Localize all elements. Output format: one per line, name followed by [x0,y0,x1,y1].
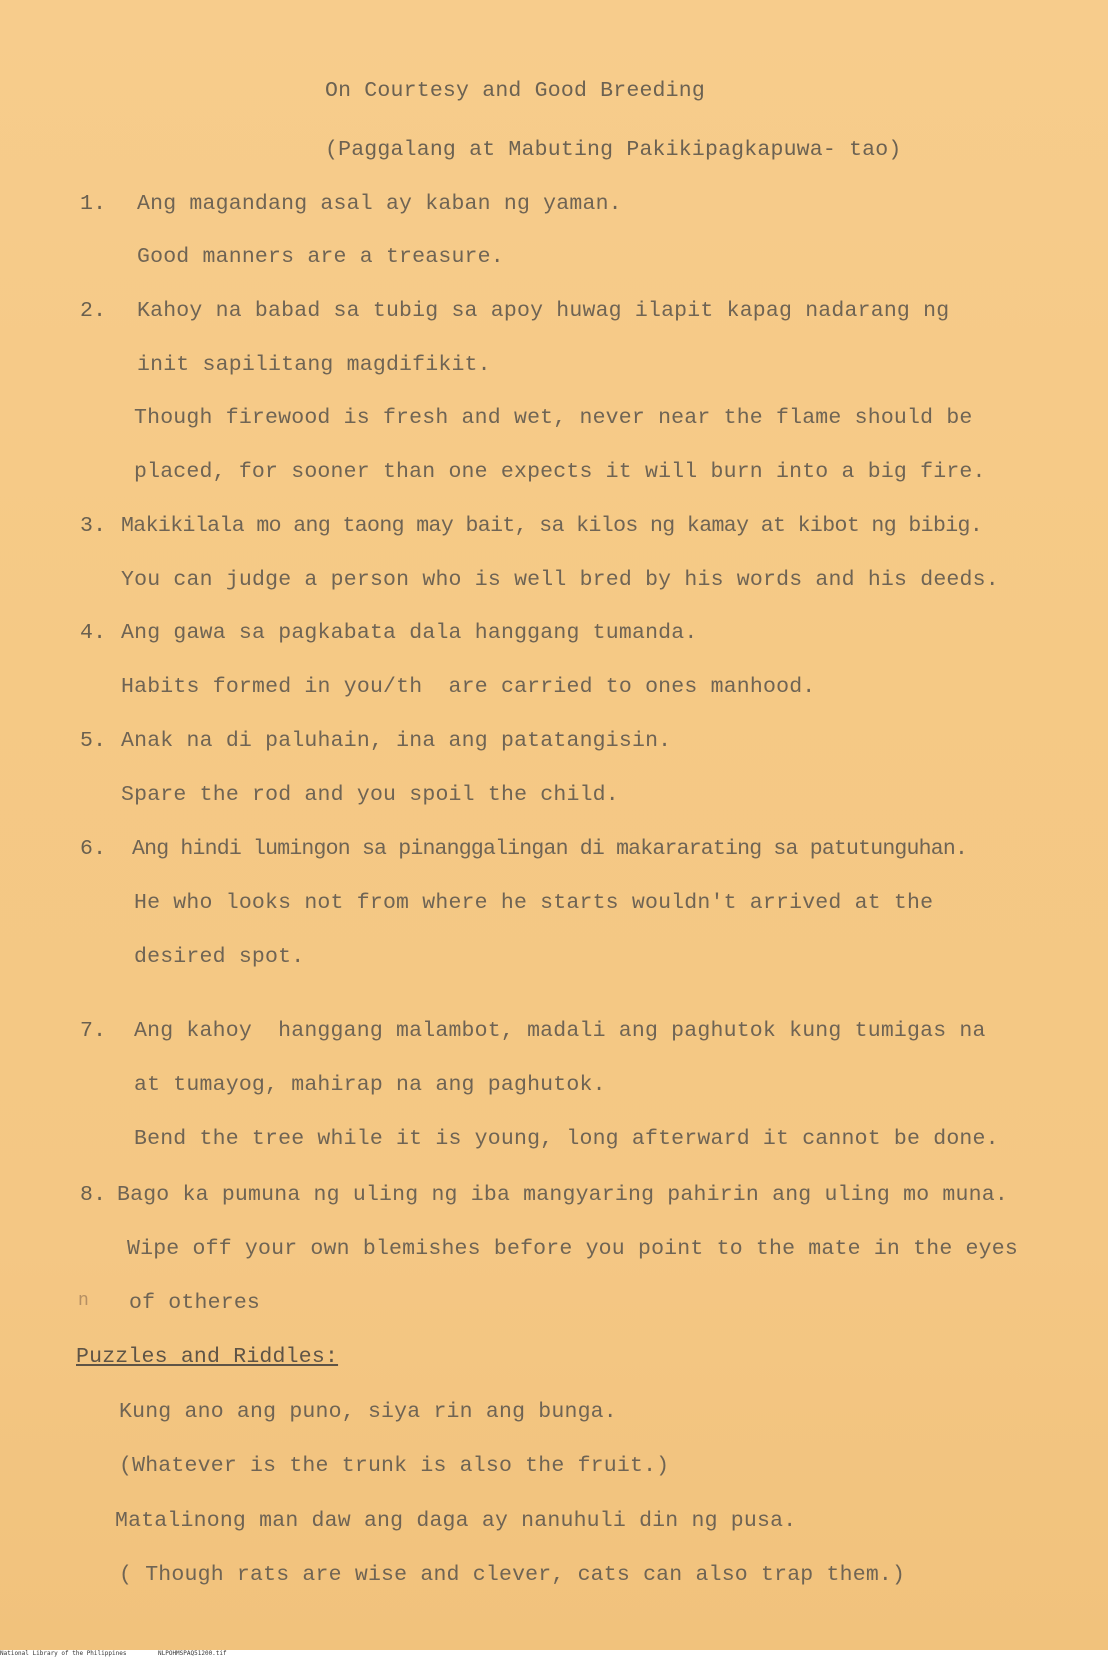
proverb-english-line: desired spot. [134,945,305,969]
proverb-number: 1. [80,192,107,216]
proverb-number: 6. [80,837,107,861]
riddle-english: ( Though rats are wise and clever, cats can also trap them.) [119,1563,906,1587]
riddle-tagalog: Matalinong man daw ang daga ay nanuhuli din ng pusa. [115,1509,797,1533]
proverb-english-line: of otheres [129,1291,261,1315]
proverb-tagalog-line: Ang kahoy hanggang malambot, madali ang paghutok kung tumigas na [134,1019,986,1043]
document-title: On Courtesy and Good Breeding [325,79,705,103]
proverb-number: 5. [80,729,107,753]
proverb-tagalog-line: Kahoy na babad sa tubig sa apoy huwag ilapit kapag nadarang ng [137,299,950,323]
proverb-tagalog-line: init sapilitang magdifikit. [137,353,491,377]
proverb-tagalog-line: Ang gawa sa pagkabata dala hanggang tumanda. [121,621,698,645]
proverb-english-line: Bend the tree while it is young, long afterward it cannot be done. [134,1127,999,1151]
proverb-tagalog-line: Makikilala mo ang taong may bait, sa kilos ng kamay at kibot ng bibig. [121,514,983,538]
proverb-english-line: Wipe off your own blemishes before you point to the mate in the eyes [127,1237,1018,1261]
document-subtitle: (Paggalang at Mabuting Pakikipagkapuwa- tao) [325,138,902,162]
riddle-english: (Whatever is the trunk is also the fruit.) [119,1454,670,1478]
proverb-english-line: Spare the rod and you spoil the child. [121,783,619,807]
proverb-tagalog-line: Anak na di paluhain, ina ang patatangisin. [121,729,672,753]
proverb-english-line: Habits formed in you/th are carried to ones manhood. [121,675,816,699]
proverb-english-line: He who looks not from where he starts wouldn't arrived at the [134,891,934,915]
proverb-tagalog-line: at tumayog, mahirap na ang paghutok. [134,1073,606,1097]
proverb-tagalog-line: Ang magandang asal ay kaban ng yaman. [137,192,622,216]
proverb-english-line: Though firewood is fresh and wet, never near the flame should be [134,406,973,430]
footer-file: NLPOHMSPAQ51200.tif [158,1650,227,1657]
proverb-number: 4. [80,621,107,645]
proverb-english-line: placed, for sooner than one expects it will burn into a big fire. [134,460,986,484]
proverb-number: 2. [80,299,107,323]
proverb-english-line: You can judge a person who is well bred by his words and his deeds. [121,568,999,592]
margin-mark: n [78,1291,89,1311]
proverb-number: 3. [80,514,107,538]
section-heading: Puzzles and Riddles: [76,1345,339,1369]
footer-library: National Library of the Philippines [0,1650,127,1657]
proverb-number: 8. [80,1183,107,1207]
riddle-tagalog: Kung ano ang puno, siya rin ang bunga. [119,1400,617,1424]
proverb-tagalog-line: Ang hindi lumingon sa pinanggalingan di makararating sa patutunguhan. [132,837,968,861]
scan-footer [0,1650,1108,1658]
proverb-english-line: Good manners are a treasure. [137,245,504,269]
proverb-tagalog-line: Bago ka pumuna ng uling ng iba mangyaring pahirin ang uling mo muna. [117,1183,1008,1207]
proverb-number: 7. [80,1019,107,1043]
